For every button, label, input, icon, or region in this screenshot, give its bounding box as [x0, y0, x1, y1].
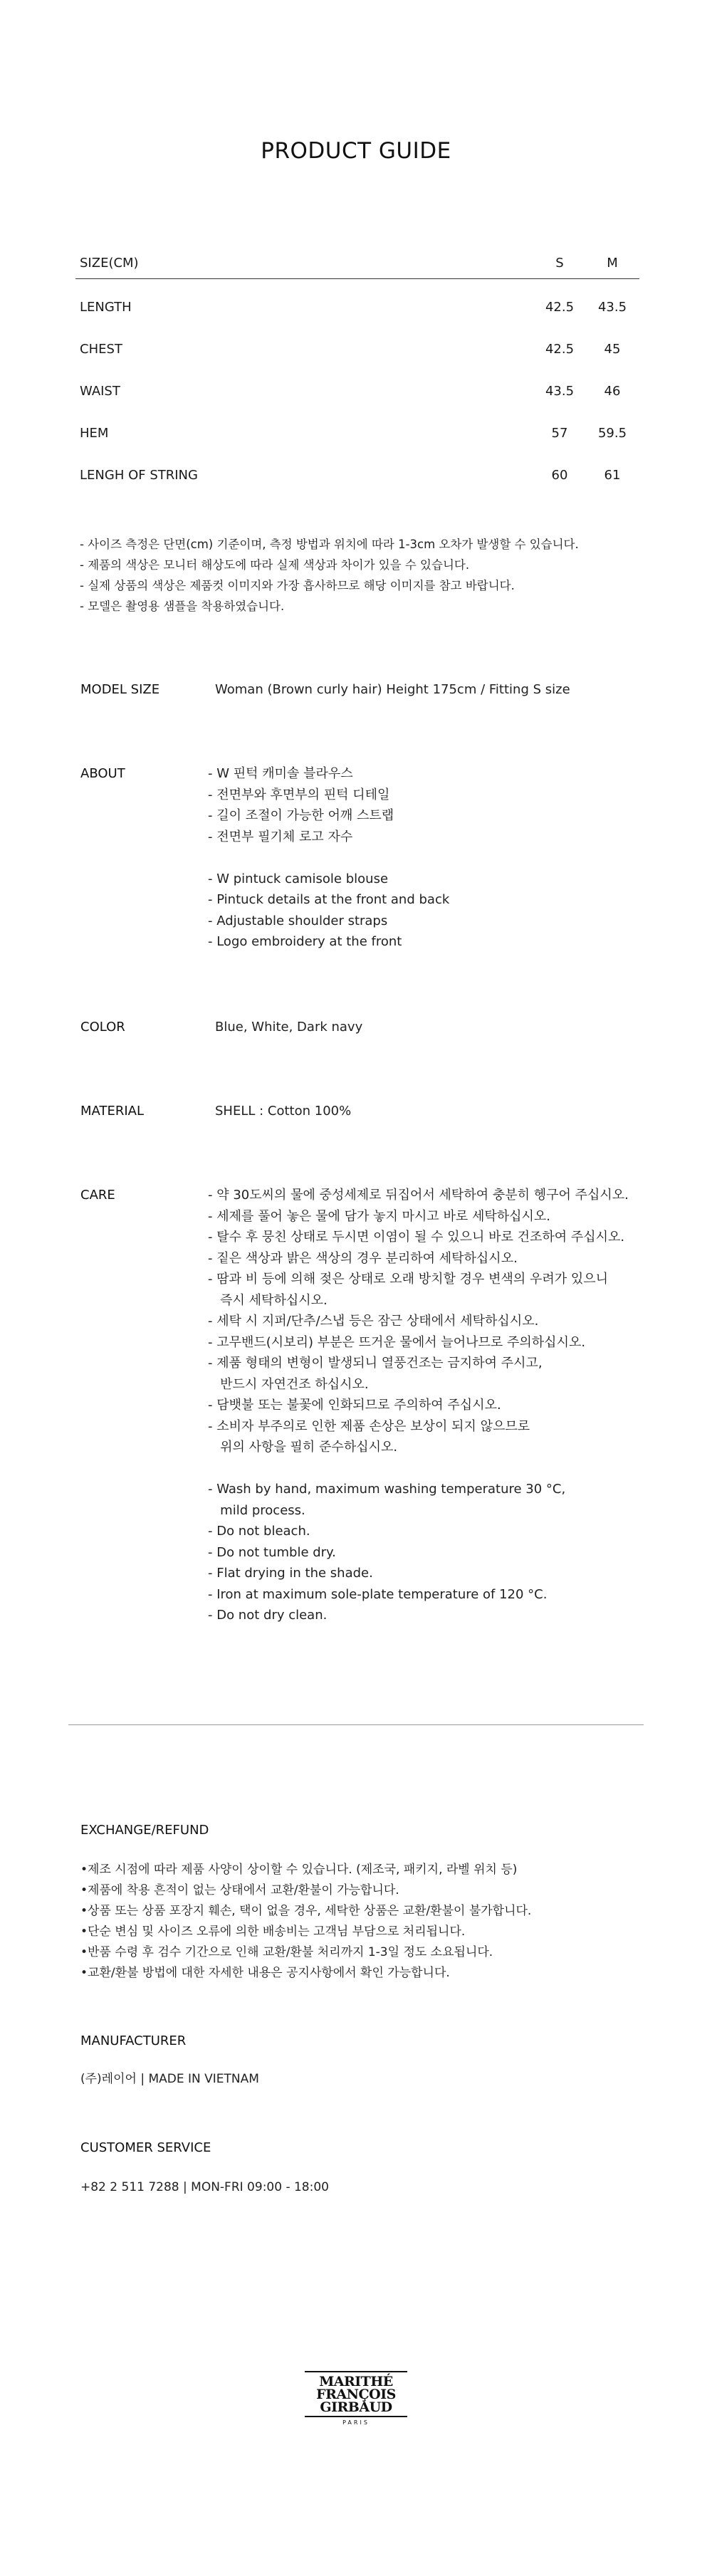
about-en-line: - W pintuck camisole blouse: [208, 871, 389, 886]
care-en-line: - Do not bleach.: [208, 1524, 310, 1539]
care-ko-line: - 세제를 풀어 놓은 물에 담가 놓지 마시고 바로 세탁하십시오.: [208, 1208, 551, 1224]
about-list: [208, 763, 449, 953]
exchange-line: •제품에 착용 흔적이 없는 상태에서 교환/환불이 가능합니다.: [80, 1883, 399, 1897]
customer-service-label: CUSTOMER SERVICE: [80, 2140, 211, 2155]
size-m-value: 61: [604, 468, 621, 483]
exchange-line: •단순 변심 및 사이즈 오류에 의한 배송비는 고객님 부담으로 처리됩니다.: [80, 1925, 466, 1939]
size-table-header: [75, 248, 639, 279]
logo-line-2: FRANÇOIS: [316, 2387, 396, 2402]
material-label: MATERIAL: [80, 1104, 144, 1119]
color-label: COLOR: [80, 1020, 125, 1035]
exchange-line: •상품 또는 상품 포장지 훼손, 택이 없을 경우, 세탁한 상품은 교환/환불이 불가합니다.: [80, 1904, 532, 1918]
about-ko-line: - 길이 조절이 가능한 어깨 스트랩: [208, 808, 394, 823]
measurement-label: LENGTH: [80, 300, 132, 315]
note-line: - 사이즈 측정은 단면(cm) 기준이며, 측정 방법과 위치에 따라 1-3cm 오차가 발생할 수 있습니다.: [80, 538, 579, 551]
exchange-refund-label: EXCHANGE/REFUND: [80, 1823, 209, 1838]
model-size-label: MODEL SIZE: [80, 682, 160, 697]
size-m-value: 46: [604, 384, 621, 399]
logo-line-3: GIRBAUD: [320, 2399, 392, 2415]
care-ko-line: 위의 사항을 필히 준수하십시오.: [208, 1440, 398, 1455]
size-s-value: 43.5: [545, 384, 575, 399]
size-table-body: [75, 279, 639, 496]
care-en-line: - Flat drying in the shade.: [208, 1566, 373, 1581]
care-list: [208, 1185, 629, 1626]
size-header-s: S: [555, 256, 564, 271]
size-s-value: 42.5: [545, 342, 575, 357]
about-en-line: - Logo embroidery at the front: [208, 934, 402, 949]
section-divider: [68, 1724, 644, 1725]
note-line: - 모델은 촬영용 샘플을 착용하였습니다.: [80, 600, 285, 613]
size-s-value: 60: [551, 468, 568, 483]
size-s-value: 57: [551, 426, 568, 441]
size-m-value: 43.5: [597, 300, 627, 315]
care-ko-line: - 약 30도씨의 물에 중성세제로 뒤집어서 세탁하여 충분히 헹구어 주십시오.: [208, 1188, 629, 1203]
about-en-line: - Pintuck details at the front and back: [208, 892, 450, 907]
table-row: [75, 286, 639, 328]
size-m-value: 45: [604, 342, 621, 357]
table-row: [75, 454, 639, 496]
measurement-label: WAIST: [80, 384, 120, 399]
care-en-line: - Iron at maximum sole-plate temperature of 120 °C.: [208, 1586, 548, 1602]
size-header-m: M: [607, 256, 618, 271]
size-notes: [80, 534, 579, 617]
care-ko-line: - 탈수 후 뭉친 상태로 두시면 이염이 될 수 있으니 바로 건조하여 주십시오.: [208, 1230, 625, 1245]
care-en-line: - Do not tumble dry.: [208, 1544, 336, 1560]
about-label: ABOUT: [80, 766, 125, 781]
about-ko-line: - W 핀턱 캐미솔 블라우스: [208, 766, 353, 781]
note-line: - 실제 상품의 색상은 제품컷 이미지와 가장 흡사하므로 해당 이미지를 참고 바랍니다.: [80, 579, 515, 592]
exchange-line: •반품 수령 후 검수 기간으로 인해 교환/환불 처리까지 1-3일 정도 소요됩니다.: [80, 1945, 493, 1959]
size-m-value: 59.5: [597, 426, 627, 441]
care-ko-line: - 짙은 색상과 밝은 색상의 경우 분리하여 세탁하십시오.: [208, 1250, 518, 1266]
care-ko-line: 즉시 세탁하십시오.: [208, 1292, 328, 1308]
care-ko-line: - 소비자 부주의로 인한 제품 손상은 보상이 되지 않으므로: [208, 1418, 530, 1434]
manufacturer-value: (주)레이어 | MADE IN VIETNAM: [80, 2072, 259, 2086]
page-title: PRODUCT GUIDE: [261, 138, 451, 164]
care-en-line: mild process.: [208, 1502, 305, 1518]
care-ko-line: - 고무밴드(시보리) 부분은 뜨거운 물에서 늘어나므로 주의하십시오.: [208, 1334, 586, 1350]
brand-logo: [303, 2371, 409, 2434]
measurement-label: HEM: [80, 426, 109, 441]
size-header-label: SIZE(CM): [80, 256, 139, 271]
care-en-line: - Do not dry clean.: [208, 1608, 328, 1623]
note-line: - 제품의 색상은 모니터 해상도에 따라 실제 색상과 차이가 있을 수 있습니다.: [80, 558, 470, 572]
care-ko-line: - 제품 형태의 변형이 발생되니 열풍건조는 금지하여 주시고,: [208, 1356, 543, 1371]
about-en-line: - Adjustable shoulder straps: [208, 913, 388, 928]
table-row: [75, 412, 639, 454]
table-row: [75, 328, 639, 370]
care-ko-line: 반드시 자연건조 하십시오.: [208, 1376, 369, 1392]
care-label: CARE: [80, 1188, 115, 1203]
model-size-value: Woman (Brown curly hair) Height 175cm / Fitting S size: [215, 682, 570, 697]
care-en-line: - Wash by hand, maximum washing temperature 30 °C,: [208, 1482, 566, 1497]
size-table: [75, 248, 639, 496]
exchange-line: •교환/환불 방법에 대한 자세한 내용은 공지사항에서 확인 가능합니다.: [80, 1966, 450, 1980]
care-ko-line: - 세탁 시 지퍼/단추/스냅 등은 잠근 상태에서 세탁하십시오.: [208, 1314, 539, 1329]
measurement-label: CHEST: [80, 342, 122, 357]
about-ko-line: - 전면부와 후면부의 핀턱 디테일: [208, 787, 390, 802]
exchange-refund-list: [80, 1860, 531, 1984]
logo-city: PARIS: [342, 2419, 370, 2426]
care-ko-line: - 담뱃불 또는 불꽃에 인화되므로 주의하여 주십시오.: [208, 1398, 501, 1413]
table-row: [75, 370, 639, 412]
exchange-line: •제조 시점에 따라 제품 사양이 상이할 수 있습니다. (제조국, 패키지, 라벨 위치 등): [80, 1863, 518, 1877]
size-s-value: 42.5: [545, 300, 575, 315]
customer-service-value: +82 2 511 7288 | MON-FRI 09:00 - 18:00: [80, 2180, 329, 2194]
care-ko-line: - 땀과 비 등에 의해 젖은 상태로 오래 방치할 경우 변색의 우려가 있으니: [208, 1272, 609, 1287]
material-value: SHELL : Cotton 100%: [215, 1104, 352, 1119]
color-value: Blue, White, Dark navy: [215, 1020, 363, 1035]
manufacturer-label: MANUFACTURER: [80, 2033, 187, 2048]
about-ko-line: - 전면부 필기체 로고 자수: [208, 829, 353, 844]
measurement-label: LENGH OF STRING: [80, 468, 198, 483]
logo-line-1: MARITHÉ: [319, 2374, 393, 2389]
